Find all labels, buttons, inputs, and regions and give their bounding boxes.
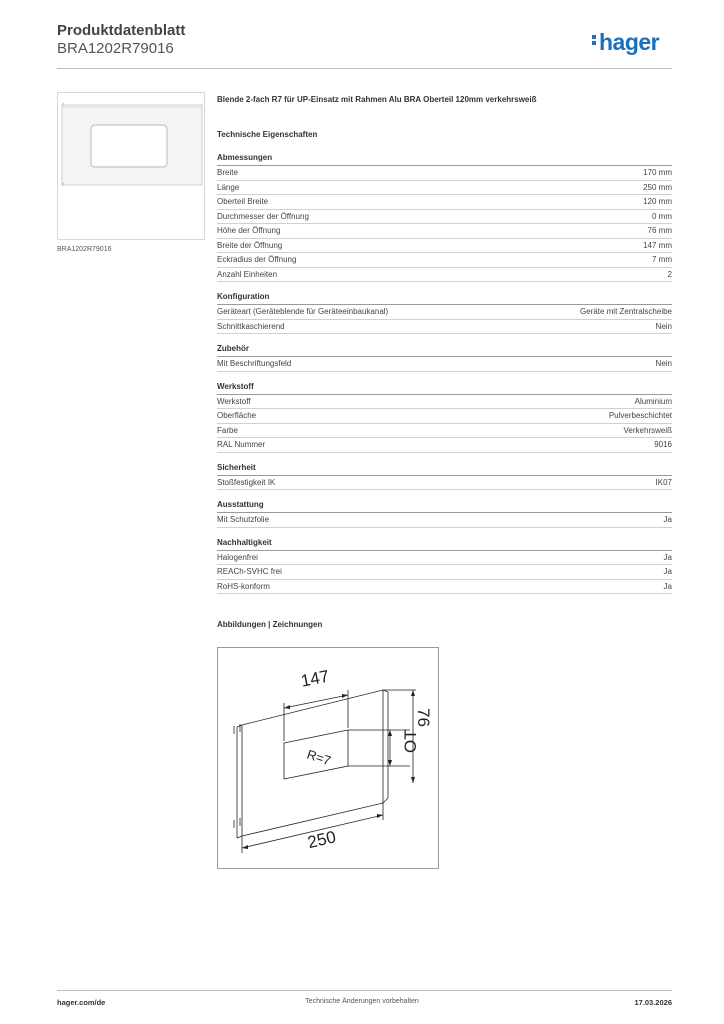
spec-row (217, 305, 672, 320)
spec-label: Anzahl Einheiten (217, 269, 278, 279)
spec-row (217, 195, 672, 210)
spec-row (217, 409, 672, 424)
dim-height-label: 76 (414, 708, 433, 727)
spec-value: 9016 (654, 440, 672, 449)
spec-row (217, 239, 672, 254)
technical-properties-title: Technische Eigenschaften (217, 130, 318, 139)
spec-value: 170 mm (643, 168, 672, 177)
section-title: Ausstattung (217, 499, 672, 513)
spec-value: Ja (663, 515, 672, 524)
spec-label: RAL Nummer (217, 440, 266, 449)
spec-row (217, 565, 672, 580)
spec-label: Stoßfestigkeit IK (217, 477, 276, 487)
spec-row (217, 210, 672, 225)
spec-row (217, 424, 672, 439)
section-title: Abmessungen (217, 152, 672, 166)
spec-label: Werkstoff (217, 396, 251, 406)
footer-divider (57, 990, 672, 991)
footer-note: Technische Änderungen vorbehalten (305, 998, 419, 1005)
spec-row (217, 476, 672, 491)
figures-title: Abbildungen | Zeichnungen (217, 620, 323, 629)
spec-row (217, 253, 672, 268)
footer-date: 17.03.2026 (634, 998, 672, 1007)
logo-dots-icon (592, 35, 597, 47)
spec-value: 120 mm (643, 197, 672, 206)
spec-value: Aluminium (634, 396, 672, 406)
product-description: Blende 2-fach R7 für UP-Einsatz mit Rahmen Alu BRA Oberteil 120mm verkehrsweiß (217, 95, 537, 104)
spec-value: 76 mm (647, 226, 672, 235)
dim-radius-label: R=7 (305, 746, 333, 769)
spec-row (217, 357, 672, 372)
spec-label: Halogenfrei (217, 552, 258, 562)
spec-row (217, 224, 672, 239)
spec-value: Ja (663, 581, 672, 591)
section-title: Sicherheit (217, 462, 672, 476)
footer-website[interactable]: hager.com/de (57, 998, 106, 1007)
spec-value: Nein (655, 321, 672, 331)
logo-text: hager (599, 29, 660, 55)
spec-row (217, 395, 672, 410)
spec-label: Mit Beschriftungsfeld (217, 359, 292, 368)
dimension-drawing-icon (218, 648, 438, 868)
spec-label: Länge (217, 182, 240, 192)
spec-label: REACh-SVHC frei (217, 567, 282, 576)
section-title: Nachhaltigkeit (217, 537, 672, 551)
document-title: Produktdatenblatt (57, 22, 186, 39)
technical-drawing (217, 647, 439, 869)
product-image-caption: BRA1202R79016 (57, 246, 112, 253)
spec-label: Breite der Öffnung (217, 240, 283, 250)
spec-value: 147 mm (643, 240, 672, 250)
spec-label: Oberteil Breite (217, 197, 269, 206)
spec-label: Breite (217, 168, 238, 177)
dim-length-label: 250 (305, 827, 338, 853)
product-details (217, 94, 672, 629)
spec-label: Farbe (217, 425, 238, 435)
spec-row (217, 181, 672, 196)
spec-value: Ja (663, 552, 672, 562)
section-title: Zubehör (217, 343, 672, 357)
dim-width-label: 147 (299, 666, 331, 691)
spec-value: Geräte mit Zentralscheibe (579, 307, 672, 316)
spec-row (217, 268, 672, 283)
spec-label: Schnittkaschierend (217, 321, 285, 331)
spec-value: 0 mm (652, 211, 672, 221)
spec-label: Mit Schutzfolie (217, 515, 270, 524)
spec-label: Höhe der Öffnung (217, 226, 281, 235)
spec-label: Eckradius der Öffnung (217, 255, 297, 264)
spec-label: Geräteart (Geräteblende für Geräteeinbaukanal) (217, 307, 389, 316)
spec-value: Pulverbeschichtet (608, 411, 672, 420)
specification-sections (217, 152, 672, 594)
spec-value: Nein (655, 359, 672, 368)
spec-value: Ja (663, 567, 672, 576)
spec-row (217, 580, 672, 595)
hager-logo (592, 29, 659, 56)
spec-label: Oberfläche (217, 411, 257, 420)
section-title: Konfiguration (217, 291, 672, 305)
spec-row (217, 320, 672, 335)
product-thumbnail-icon (58, 93, 204, 239)
spec-row (217, 513, 672, 528)
spec-row (217, 551, 672, 566)
dim-top-label: OT (401, 729, 420, 753)
spec-label: RoHS-konform (217, 581, 270, 591)
spec-value: 2 (667, 269, 672, 279)
spec-label: Durchmesser der Öffnung (217, 211, 309, 221)
spec-value: IK07 (655, 477, 672, 487)
spec-value: Verkehrsweiß (623, 425, 672, 435)
article-number: BRA1202R79016 (57, 40, 174, 57)
section-title: Werkstoff (217, 381, 672, 395)
spec-value: 7 mm (652, 255, 672, 264)
header-divider (57, 68, 672, 69)
spec-row (217, 438, 672, 453)
spec-row (217, 166, 672, 181)
product-image (57, 92, 205, 240)
spec-value: 250 mm (643, 182, 672, 192)
